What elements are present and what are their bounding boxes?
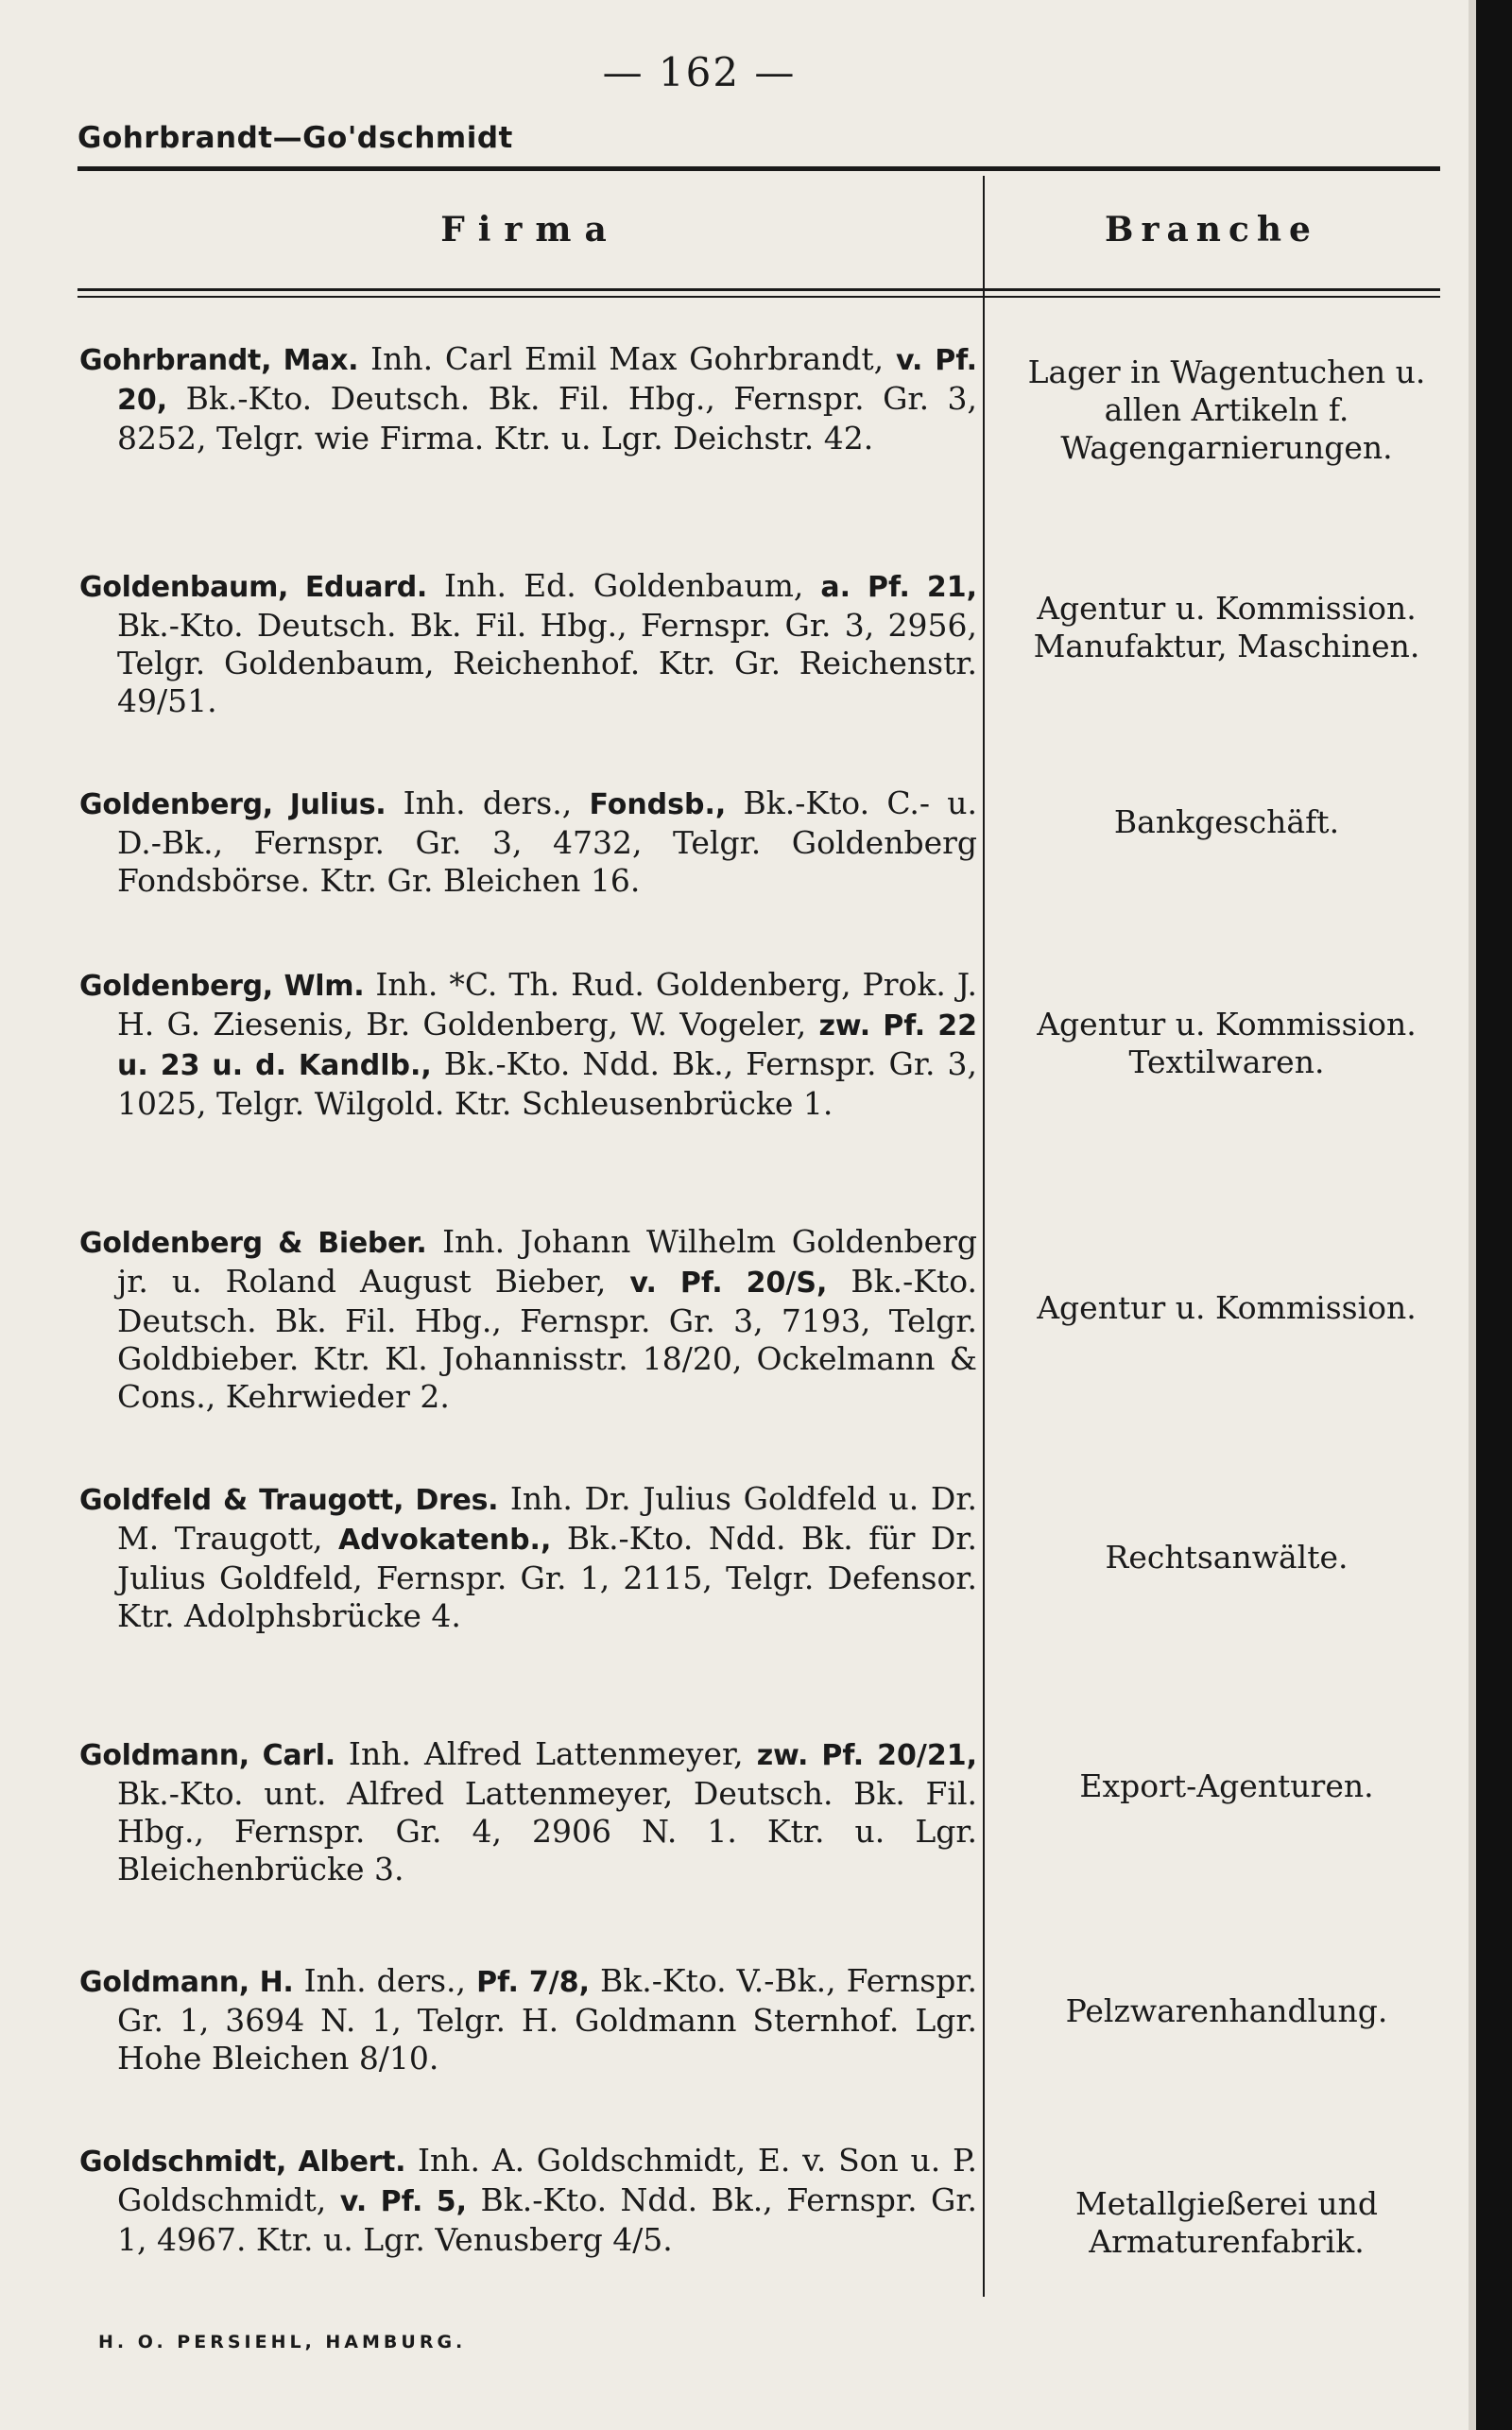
post-box: zw. Pf. 20/21, [756, 1739, 978, 1772]
header-rule [77, 166, 1440, 171]
branche-cell: Bankgeschäft. [1113, 803, 1340, 840]
running-head: Gohrbrandt—Go'dschmidt [77, 121, 513, 155]
column-header-branche: Branche [1105, 210, 1318, 250]
firm-details-cont: Bk.-Kto. Deutsch. Bk. Fil. Hbg., Fernspr. Gr. 3, 2956, Telgr. Goldenbaum, Reichenhof. Ktr. Gr. Reichenstr. 49/51. [117, 607, 977, 719]
firm-details: Inh. Johann Wilhelm Goldenberg jr. u. Roland August Bieber, [117, 1223, 977, 1300]
branche-cell: Agentur u. Kommission. Textilwaren. [1037, 1006, 1417, 1080]
page-number: — 162 — [602, 49, 797, 95]
post-box: v. Pf. 20/S, [629, 1267, 828, 1300]
firm-details-cont: Bk.-Kto. unt. Alfred Lattenmeyer, Deutsch. Bk. Fil. Hbg., Fernspr. Gr. 4, 2906 N. 1. Ktr. u. Lgr. Bleichenbrücke 3. [117, 1775, 977, 1887]
firm-details-cont: Bk.-Kto. V.-Bk., Fernspr. Gr. 1, 3694 N. 1, Telgr. H. Goldmann Sternhof. Lgr. Hohe Bleichen 8/10. [117, 1962, 977, 2077]
firm-name: Goldenbaum, Eduard. [79, 571, 427, 604]
firm-name: Goldmann, H. [79, 1966, 294, 1999]
branche-cell: Pelzwarenhandlung. [1065, 1992, 1388, 2029]
branche-cell: Agentur u. Kommission. Manufaktur, Maschinen. [1033, 590, 1420, 664]
firm-details: Inh. ders., [293, 1962, 477, 1999]
branche-cell: Metallgießerei und Armaturenfabrik. [1074, 2185, 1379, 2260]
firm-name: Gohrbrandt, Max. [79, 344, 359, 377]
firma-cell [79, 784, 977, 900]
firm-details: Inh. *C. Th. Rud. Goldenberg, Prok. J. H. G. Ziesenis, Br. Goldenberg, W. Vogeler, [117, 966, 978, 1043]
page-gutter [1469, 0, 1476, 2430]
header-double-rule-top [77, 288, 1440, 291]
firm-name: Goldenberg & Bieber. [79, 1227, 427, 1260]
firm-details-cont: Bk.-Kto. Ndd. Bk., Fernspr. Gr. 1, 4967. Ktr. u. Lgr. Venusberg 4/5. [117, 2181, 977, 2258]
post-box: v. Pf. 20, [117, 344, 977, 417]
column-divider [983, 176, 985, 2297]
firm-details: Inh. Carl Emil Max Gohrbrandt, [358, 340, 896, 377]
branche-cell: Agentur u. Kommission. [1037, 1289, 1417, 1326]
page-edge [1476, 0, 1512, 2430]
branche-cell: Export-Agenturen. [1079, 1767, 1374, 1804]
post-box: v. Pf. 5, [339, 2185, 468, 2218]
firma-cell [79, 340, 977, 457]
firma-cell [79, 2142, 977, 2259]
post-box: zw. Pf. 22 u. 23 u. d. Kandlb., [117, 1009, 978, 1082]
branche-cell: Rechtsanwälte. [1105, 1539, 1349, 1576]
post-box: a. Pf. 21, [820, 571, 977, 604]
firm-details: Inh. A. Goldschmidt, E. v. Son u. P. Goldschmidt, [117, 2142, 977, 2218]
header-double-rule-bottom [77, 296, 1440, 298]
firm-details-cont: Bk.-Kto. C.- u. D.-Bk., Fernspr. Gr. 3, 4732, Telgr. Goldenberg Fondsbörse. Ktr. Gr. Bleichen 16. [117, 784, 977, 899]
branche-cell: Lager in Wagentuchen u. allen Artikeln f. Wagengarnierungen. [1027, 353, 1426, 466]
firma-cell [79, 1480, 977, 1635]
firma-cell [79, 1223, 977, 1416]
firma-cell [79, 1962, 977, 2077]
firm-details: Inh. Alfred Lattenmeyer, [335, 1735, 757, 1772]
printer-imprint: H. O. PERSIEHL, HAMBURG. [98, 2332, 467, 2352]
firm-details-cont: Bk.-Kto. Ndd. Bk. für Dr. Julius Goldfeld, Fernspr. Gr. 1, 2115, Telgr. Defensor. Ktr. Adolphsbrücke 4. [117, 1520, 978, 1634]
firma-cell [79, 966, 977, 1123]
firm-details-cont: Bk.-Kto. Deutsch. Bk. Fil. Hbg., Fernspr. Gr. 3, 8252, Telgr. wie Firma. Ktr. u. Lgr. Deichstr. 42. [117, 380, 977, 457]
column-header-firma: Firma [440, 210, 620, 250]
firm-name: Goldmann, Carl. [79, 1739, 335, 1772]
firm-details-cont: Bk.-Kto. Deutsch. Bk. Fil. Hbg., Fernspr. Gr. 3, 7193, Telgr. Goldbieber. Ktr. Kl. Johannisstr. 18/20, Ockelmann & Cons., Kehrwieder 2. [117, 1263, 977, 1415]
firm-name: Goldschmidt, Albert. [79, 2146, 406, 2179]
firm-details-cont: Bk.-Kto. Ndd. Bk., Fernspr. Gr. 3, 1025, Telgr. Wilgold. Ktr. Schleusenbrücke 1. [117, 1045, 977, 1122]
firm-details: Inh. Dr. Julius Goldfeld u. Dr. M. Traugott, [117, 1480, 977, 1557]
post-box: Fondsb., [589, 788, 727, 821]
firm-details: Inh. ders., [386, 784, 590, 821]
post-box: Advokatenb., [337, 1524, 552, 1557]
table-header [77, 189, 1440, 280]
firma-cell [79, 567, 977, 720]
firm-details: Inh. Ed. Goldenbaum, [426, 567, 821, 604]
firm-name: Goldfeld & Traugott, Dres. [79, 1484, 499, 1517]
firm-name: Goldenberg, Julius. [79, 788, 387, 821]
firm-name: Goldenberg, Wlm. [79, 970, 365, 1003]
firma-cell [79, 1735, 977, 1888]
post-box: Pf. 7/8, [476, 1966, 590, 1999]
